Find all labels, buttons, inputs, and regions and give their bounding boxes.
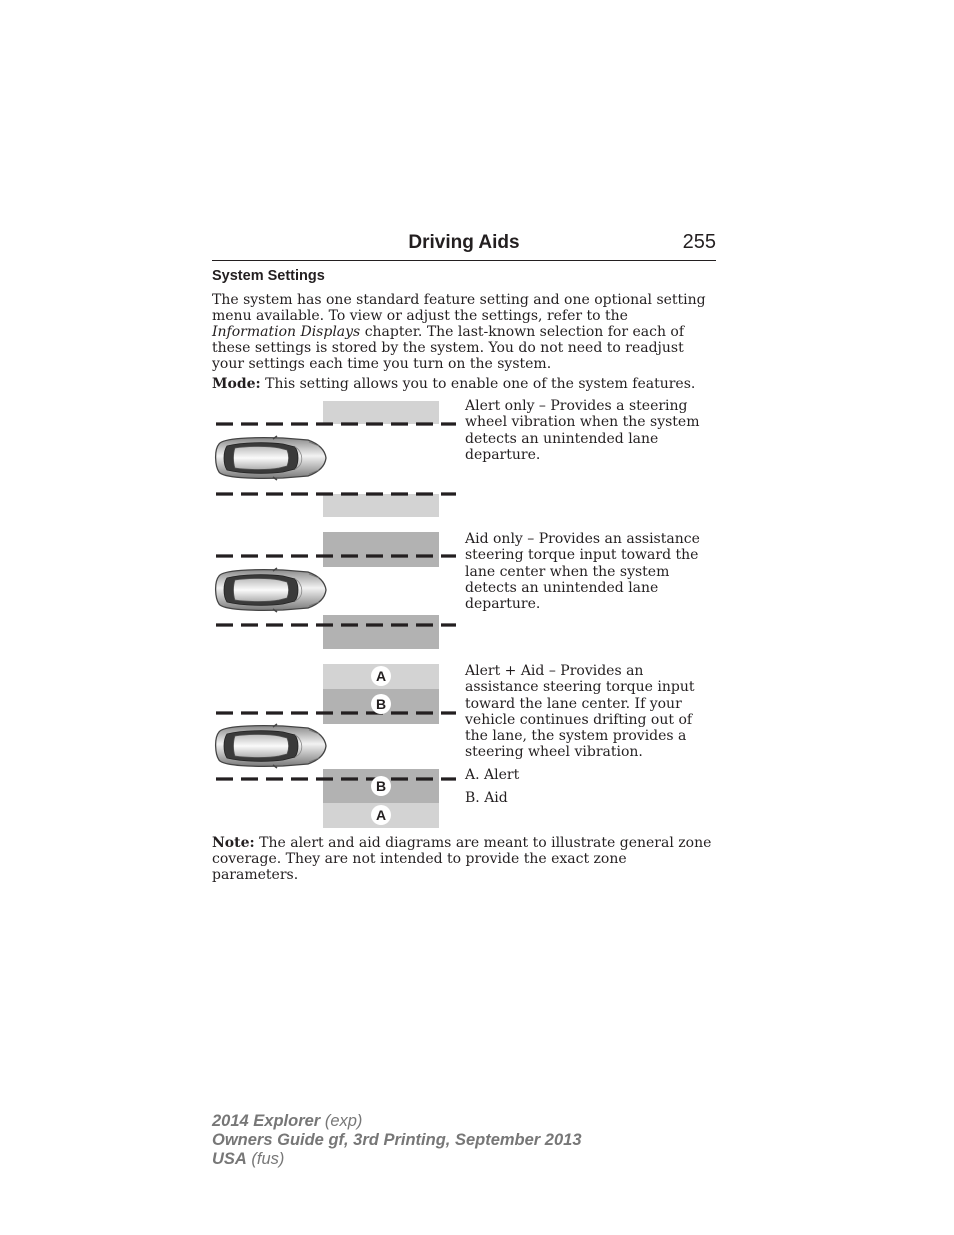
vehicle-icon: [216, 724, 326, 768]
footer-guide-line: Owners Guide gf, 3rd Printing, September 2013: [212, 1131, 582, 1149]
zone-callout-a-top: [371, 666, 391, 686]
svg-text:B: B: [375, 778, 387, 794]
note-paragraph: Note: The alert and aid diagrams are meant to illustrate general zone coverage. They are not intended to provide the exact zone parameters.: [212, 835, 712, 883]
mode-label: Mode:: [212, 376, 261, 392]
footer-model-line: 2014 Explorer (exp): [212, 1112, 363, 1130]
svg-text:A: A: [375, 807, 387, 823]
legend-alert: A. Alert: [465, 767, 520, 783]
section-heading: System Settings: [212, 268, 325, 284]
alert-only-description: Alert only – Provides a steering wheel vibration when the system detects an unintended lane departure.: [465, 398, 700, 463]
svg-text:A: A: [375, 668, 387, 684]
mode-paragraph: Mode: This setting allows you to enable one of the system features.: [212, 376, 696, 392]
vehicle-icon: [216, 568, 326, 612]
alert-only-diagram: [212, 400, 456, 518]
vehicle-icon: [216, 436, 326, 480]
aid-only-description: Aid only – Provides an assistance steering torque input toward the lane center when the system detects an unintended lane departure.: [465, 531, 700, 613]
alert-zone-top: [323, 401, 439, 424]
page-header: [212, 228, 716, 261]
document-footer: [212, 1112, 582, 1169]
zone-callout-b-bottom: [371, 776, 391, 796]
chapter-title: Driving Aids: [408, 232, 520, 253]
page-number: 255: [682, 231, 716, 253]
info-displays-reference: Information Displays: [212, 324, 361, 340]
intro-paragraph: The system has one standard feature setting and one optional setting menu available. To view or adjust the settings, refer to the Information Displays chapter. The last-known selection for each of these settings is stored by the system. You do not need to readjust your settings each time you turn on the system.: [212, 292, 706, 372]
legend-aid: B. Aid: [465, 790, 508, 806]
zone-callout-b-top: [371, 694, 391, 714]
aid-zone-top: [323, 532, 439, 567]
alert-zone-bottom: [323, 494, 439, 517]
zone-callout-a-bottom: [371, 805, 391, 825]
note-label: Note:: [212, 835, 255, 851]
aid-zone-bottom: [323, 615, 439, 649]
aid-only-diagram: [212, 532, 456, 650]
footer-market-line: USA (fus): [212, 1150, 285, 1168]
alert-aid-diagram: [212, 663, 456, 829]
svg-text:B: B: [375, 696, 387, 712]
alert-aid-description: Alert + Aid – Provides an assistance steering torque input toward the lane center. If your vehicle continues drifting out of the lane, the system provides a steering wheel vibration.: [465, 663, 695, 761]
